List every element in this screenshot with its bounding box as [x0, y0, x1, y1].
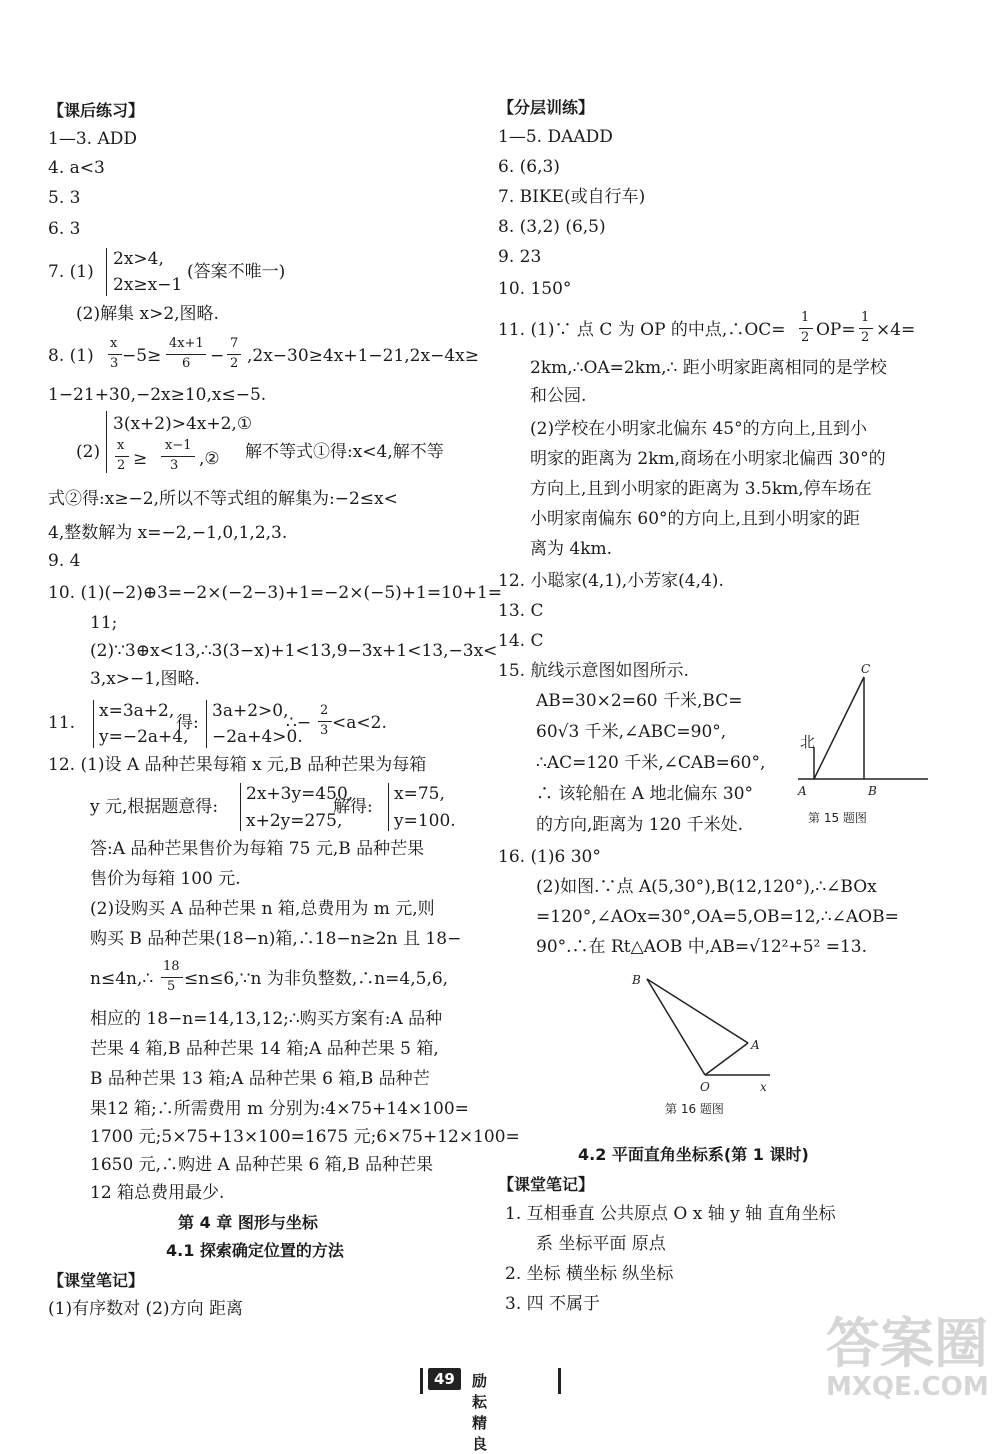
left-text-line: x−1 — [165, 438, 192, 453]
right-text-line: 16. (1)6 30° — [498, 847, 601, 867]
fraction-bar — [161, 456, 195, 457]
left-text-line: 12 箱总费用最少. — [90, 1183, 225, 1203]
fig16-label-b: B — [632, 973, 641, 987]
left-text-line: 2 — [117, 458, 126, 473]
fig16-caption: 第 16 题图 — [665, 1102, 724, 1116]
right-text-line: 3. 四 不属于 — [505, 1294, 601, 1314]
right-text-line: 离为 4km. — [530, 539, 613, 559]
left-text-line: 11. — [48, 713, 76, 733]
right-text-line: 明家的距离为 2km,商场在小明家北偏西 30°的 — [530, 449, 886, 469]
left-text-line: 1700 元;5×75+13×100=1675 元;6×75+12×100= — [90, 1127, 520, 1147]
right-text-line: 1 — [861, 310, 870, 325]
right-section-title: 4.2 平面直角坐标系(第 1 课时) — [578, 1145, 809, 1164]
right-text-line: 2 — [861, 330, 870, 345]
fraction-bar — [318, 721, 332, 722]
right-text-line: 小明家南偏东 60°的方向上,且到小明家的距 — [530, 509, 860, 529]
system-brace — [240, 783, 245, 831]
left-text-line: n≤4n,∴ — [90, 969, 154, 989]
left-text-line: 12. (1)设 A 品种芒果每箱 x 元,B 品种芒果为每箱 — [48, 755, 427, 775]
left-text-line: y=100. — [394, 811, 456, 831]
left-text-line: 6 — [182, 356, 191, 371]
right-text-line: 系 坐标平面 原点 — [536, 1234, 666, 1254]
fraction-bar — [859, 328, 873, 329]
left-text-line: (1)有序数对 (2)方向 距离 — [48, 1299, 243, 1319]
left-text-line: 1−21+30,−2x≥10,x≤−5. — [48, 385, 267, 405]
right-text-line: =120°,∠AOx=30°,OA=5,OB=12,∴∠AOB= — [536, 907, 899, 927]
right-text-line: 7. BIKE(或自行车) — [498, 187, 646, 207]
left-text-line: 购买 B 品种芒果(18−n)箱,∴18−n≥2n 且 18− — [90, 929, 462, 949]
figure-16 — [620, 965, 790, 1125]
fraction-bar — [108, 354, 122, 355]
system-brace — [93, 700, 98, 748]
brand-name: 励耘精良 — [472, 1372, 491, 1453]
left-text-line: 9. 4 — [48, 551, 81, 571]
right-text-line: 60√3 千米,∠ABC=90°, — [536, 722, 727, 742]
left-text-line: − — [210, 346, 225, 366]
right-text-line: AB=30×2=60 千米,BC= — [536, 691, 743, 711]
left-text-line: ,2x−30≥4x+1−21,2x−4x≥ — [247, 346, 479, 366]
left-text-line: 2x>4, — [113, 249, 164, 269]
left-text-line: 3 — [110, 356, 119, 371]
left-text-line: 3,x>−1,图略. — [90, 669, 200, 689]
right-text-line: 9. 23 — [498, 247, 542, 267]
fraction-bar — [115, 456, 129, 457]
left-text-line: 3 — [170, 458, 179, 473]
left-text-line: x+2y=275, — [246, 811, 343, 831]
right-text-line: 13. C — [498, 601, 544, 621]
left-text-line: (2)解集 x>2,图略. — [76, 304, 219, 324]
left-text-line: (2) — [76, 442, 101, 462]
right-text-line: ∴ 该轮船在 A 地北偏东 30° — [536, 784, 754, 804]
left-text-line: (2)设购买 A 品种芒果 n 箱,总费用为 m 元,则 — [90, 899, 435, 919]
right-text-line: (2)学校在小明家北偏东 45°的方向上,且到小 — [530, 419, 868, 439]
left-text-line: y 元,根据题意得: — [90, 797, 219, 817]
right-text-line: ×4= — [876, 320, 916, 340]
left-text-line: ,② — [199, 449, 220, 469]
left-text-line: 7. (1) — [48, 262, 94, 282]
right-text-line: 1 — [801, 310, 810, 325]
fig15-label-c: C — [861, 662, 871, 676]
left-text-line: 1650 元,∴购进 A 品种芒果 6 箱,B 品种芒果 — [90, 1155, 434, 1175]
fig15-caption: 第 15 题图 — [808, 811, 867, 825]
left-text-line: 3(x+2)>4x+2,① — [113, 414, 253, 434]
system-brace — [106, 248, 111, 296]
left-text-line: 相应的 18−n=14,13,12;∴购买方案有:A 品种 — [90, 1009, 443, 1029]
left-text-line: 得: — [176, 713, 199, 733]
right-text-line: 8. (3,2) (6,5) — [498, 217, 606, 237]
fig15-label-north: 北 — [800, 733, 816, 751]
left-text-line: 售价为每箱 100 元. — [90, 869, 241, 889]
left-text-line: 5 — [167, 979, 176, 994]
left-text-line: −2a+4>0. — [212, 727, 303, 747]
left-text-line: 2 — [320, 703, 329, 718]
left-text-line: 1—3. ADD — [48, 129, 137, 149]
fraction-bar — [227, 354, 241, 355]
fraction-bar — [799, 328, 813, 329]
fraction-bar — [166, 354, 206, 355]
left-text-line: <a<2. — [332, 713, 387, 733]
left-text-line: 解不等式①得:x<4,解不等 — [245, 442, 444, 462]
right-heading: 【分层训练】 — [498, 98, 595, 117]
right-text-line: 6. (6,3) — [498, 157, 560, 177]
left-text-line: ≥ — [133, 449, 148, 469]
left-text-line: 8. (1) — [48, 346, 94, 366]
left-text-line: ∴− — [286, 713, 312, 733]
left-heading: 【课后练习】 — [48, 101, 145, 120]
left-text-line: 芒果 4 箱,B 品种芒果 14 箱;A 品种芒果 5 箱, — [90, 1039, 439, 1059]
fig16-label-a: A — [751, 1038, 760, 1052]
left-text-line: 式②得:x≥−2,所以不等式组的解集为:−2≤x< — [48, 489, 398, 509]
right-text-line: OP= — [816, 320, 856, 340]
left-text-line: y=−2a+4, — [99, 727, 189, 747]
fig15-label-a: A — [798, 784, 807, 798]
left-text-line: 4x+1 — [169, 336, 204, 351]
right-text-line: 14. C — [498, 631, 544, 651]
right-text-line: 方向上,且到小明家的距离为 3.5km,停车场在 — [530, 479, 872, 499]
left-text-line: 18 — [163, 959, 180, 974]
left-text-line: 4. a<3 — [48, 158, 105, 178]
left-text-line: 2x≥x−1 — [113, 275, 183, 295]
left-section-title: 4.1 探索确定位置的方法 — [166, 1241, 344, 1260]
left-text-line: (答案不唯一) — [187, 262, 286, 282]
left-text-line: 3a+2>0, — [212, 701, 289, 721]
right-text-line: 90°.∴在 Rt△AOB 中,AB=√12²+5² =13. — [536, 937, 868, 957]
right-text-line: 11. (1)∵ 点 C 为 OP 的中点,∴OC= — [498, 320, 786, 340]
left-text-line: 2x+3y=450, — [246, 784, 354, 804]
left-text-line: 4,整数解为 x=−2,−1,0,1,2,3. — [48, 523, 288, 543]
system-brace — [206, 700, 211, 748]
left-text-line: x=75, — [394, 784, 445, 804]
page-number: 49 — [428, 1368, 461, 1390]
system-brace — [106, 411, 111, 473]
left-text-line: 6. 3 — [48, 219, 81, 239]
left-text-line: ≤n≤6,∵n 为非负整数,∴n=4,5,6, — [184, 969, 449, 989]
left-section-title: 第 4 章 图形与坐标 — [178, 1213, 318, 1232]
left-text-line: 3 — [320, 723, 329, 738]
system-brace — [388, 783, 393, 831]
left-heading: 【课堂笔记】 — [48, 1271, 145, 1290]
right-text-line: 的方向,距离为 120 千米处. — [536, 815, 744, 835]
fig15-label-b: B — [868, 784, 877, 798]
left-text-line: 7 — [230, 336, 239, 351]
fig16-label-o: O — [700, 1080, 710, 1094]
right-text-line: 2. 坐标 横坐标 纵坐标 — [505, 1264, 674, 1284]
left-text-line: 果12 箱;∴所需费用 m 分别为:4×75+14×100= — [90, 1099, 469, 1119]
figure-15 — [790, 655, 930, 830]
watermark — [826, 1312, 989, 1402]
watermark-site: MXQE.COM — [826, 1372, 989, 1402]
watermark-main: 答案圈 — [826, 1312, 988, 1375]
left-text-line: −5≥ — [122, 346, 162, 366]
right-text-line: 10. 150° — [498, 279, 572, 299]
right-text-line: ∴AC=120 千米,∠CAB=60°, — [536, 753, 766, 773]
right-text-line: 15. 航线示意图如图所示. — [498, 661, 689, 681]
right-text-line: (2)如图.∵点 A(5,30°),B(12,120°),∴∠BOx — [536, 877, 877, 897]
right-text-line: 1—5. DAADD — [498, 127, 613, 147]
right-text-line: 2km,∴OA=2km,∴ 距小明家距离相同的是学校 — [530, 358, 887, 378]
left-text-line: x — [110, 336, 118, 351]
left-text-line: 解得: — [333, 797, 373, 817]
right-heading: 【课堂笔记】 — [498, 1175, 595, 1194]
right-text-line: 2 — [801, 330, 810, 345]
footer-bar-left — [420, 1368, 423, 1394]
right-text-line: 和公园. — [530, 386, 587, 406]
right-text-line: 1. 互相垂直 公共原点 O x 轴 y 轴 直角坐标 — [505, 1204, 836, 1224]
left-text-line: 11; — [90, 613, 118, 633]
fraction-bar — [161, 977, 183, 978]
left-text-line: x — [117, 438, 125, 453]
left-text-line: x=3a+2, — [99, 701, 175, 721]
left-text-line: 答:A 品种芒果售价为每箱 75 元,B 品种芒果 — [90, 839, 425, 859]
left-text-line: (2)∵3⊕x<13,∴3(3−x)+1<13,9−3x+1<13,−3x< — [90, 641, 498, 661]
left-text-line: 5. 3 — [48, 188, 81, 208]
footer-bar-right — [558, 1368, 561, 1394]
right-text-line: 12. 小聪家(4,1),小芳家(4,4). — [498, 571, 724, 591]
left-text-line: B 品种芒果 13 箱;A 品种芒果 6 箱,B 品种芒 — [90, 1069, 430, 1089]
left-text-line: 10. (1)(−2)⊕3=−2×(−2−3)+1=−2×(−5)+1=10+1= — [48, 583, 503, 603]
left-text-line: 2 — [230, 356, 239, 371]
fig16-label-x: x — [760, 1080, 767, 1094]
